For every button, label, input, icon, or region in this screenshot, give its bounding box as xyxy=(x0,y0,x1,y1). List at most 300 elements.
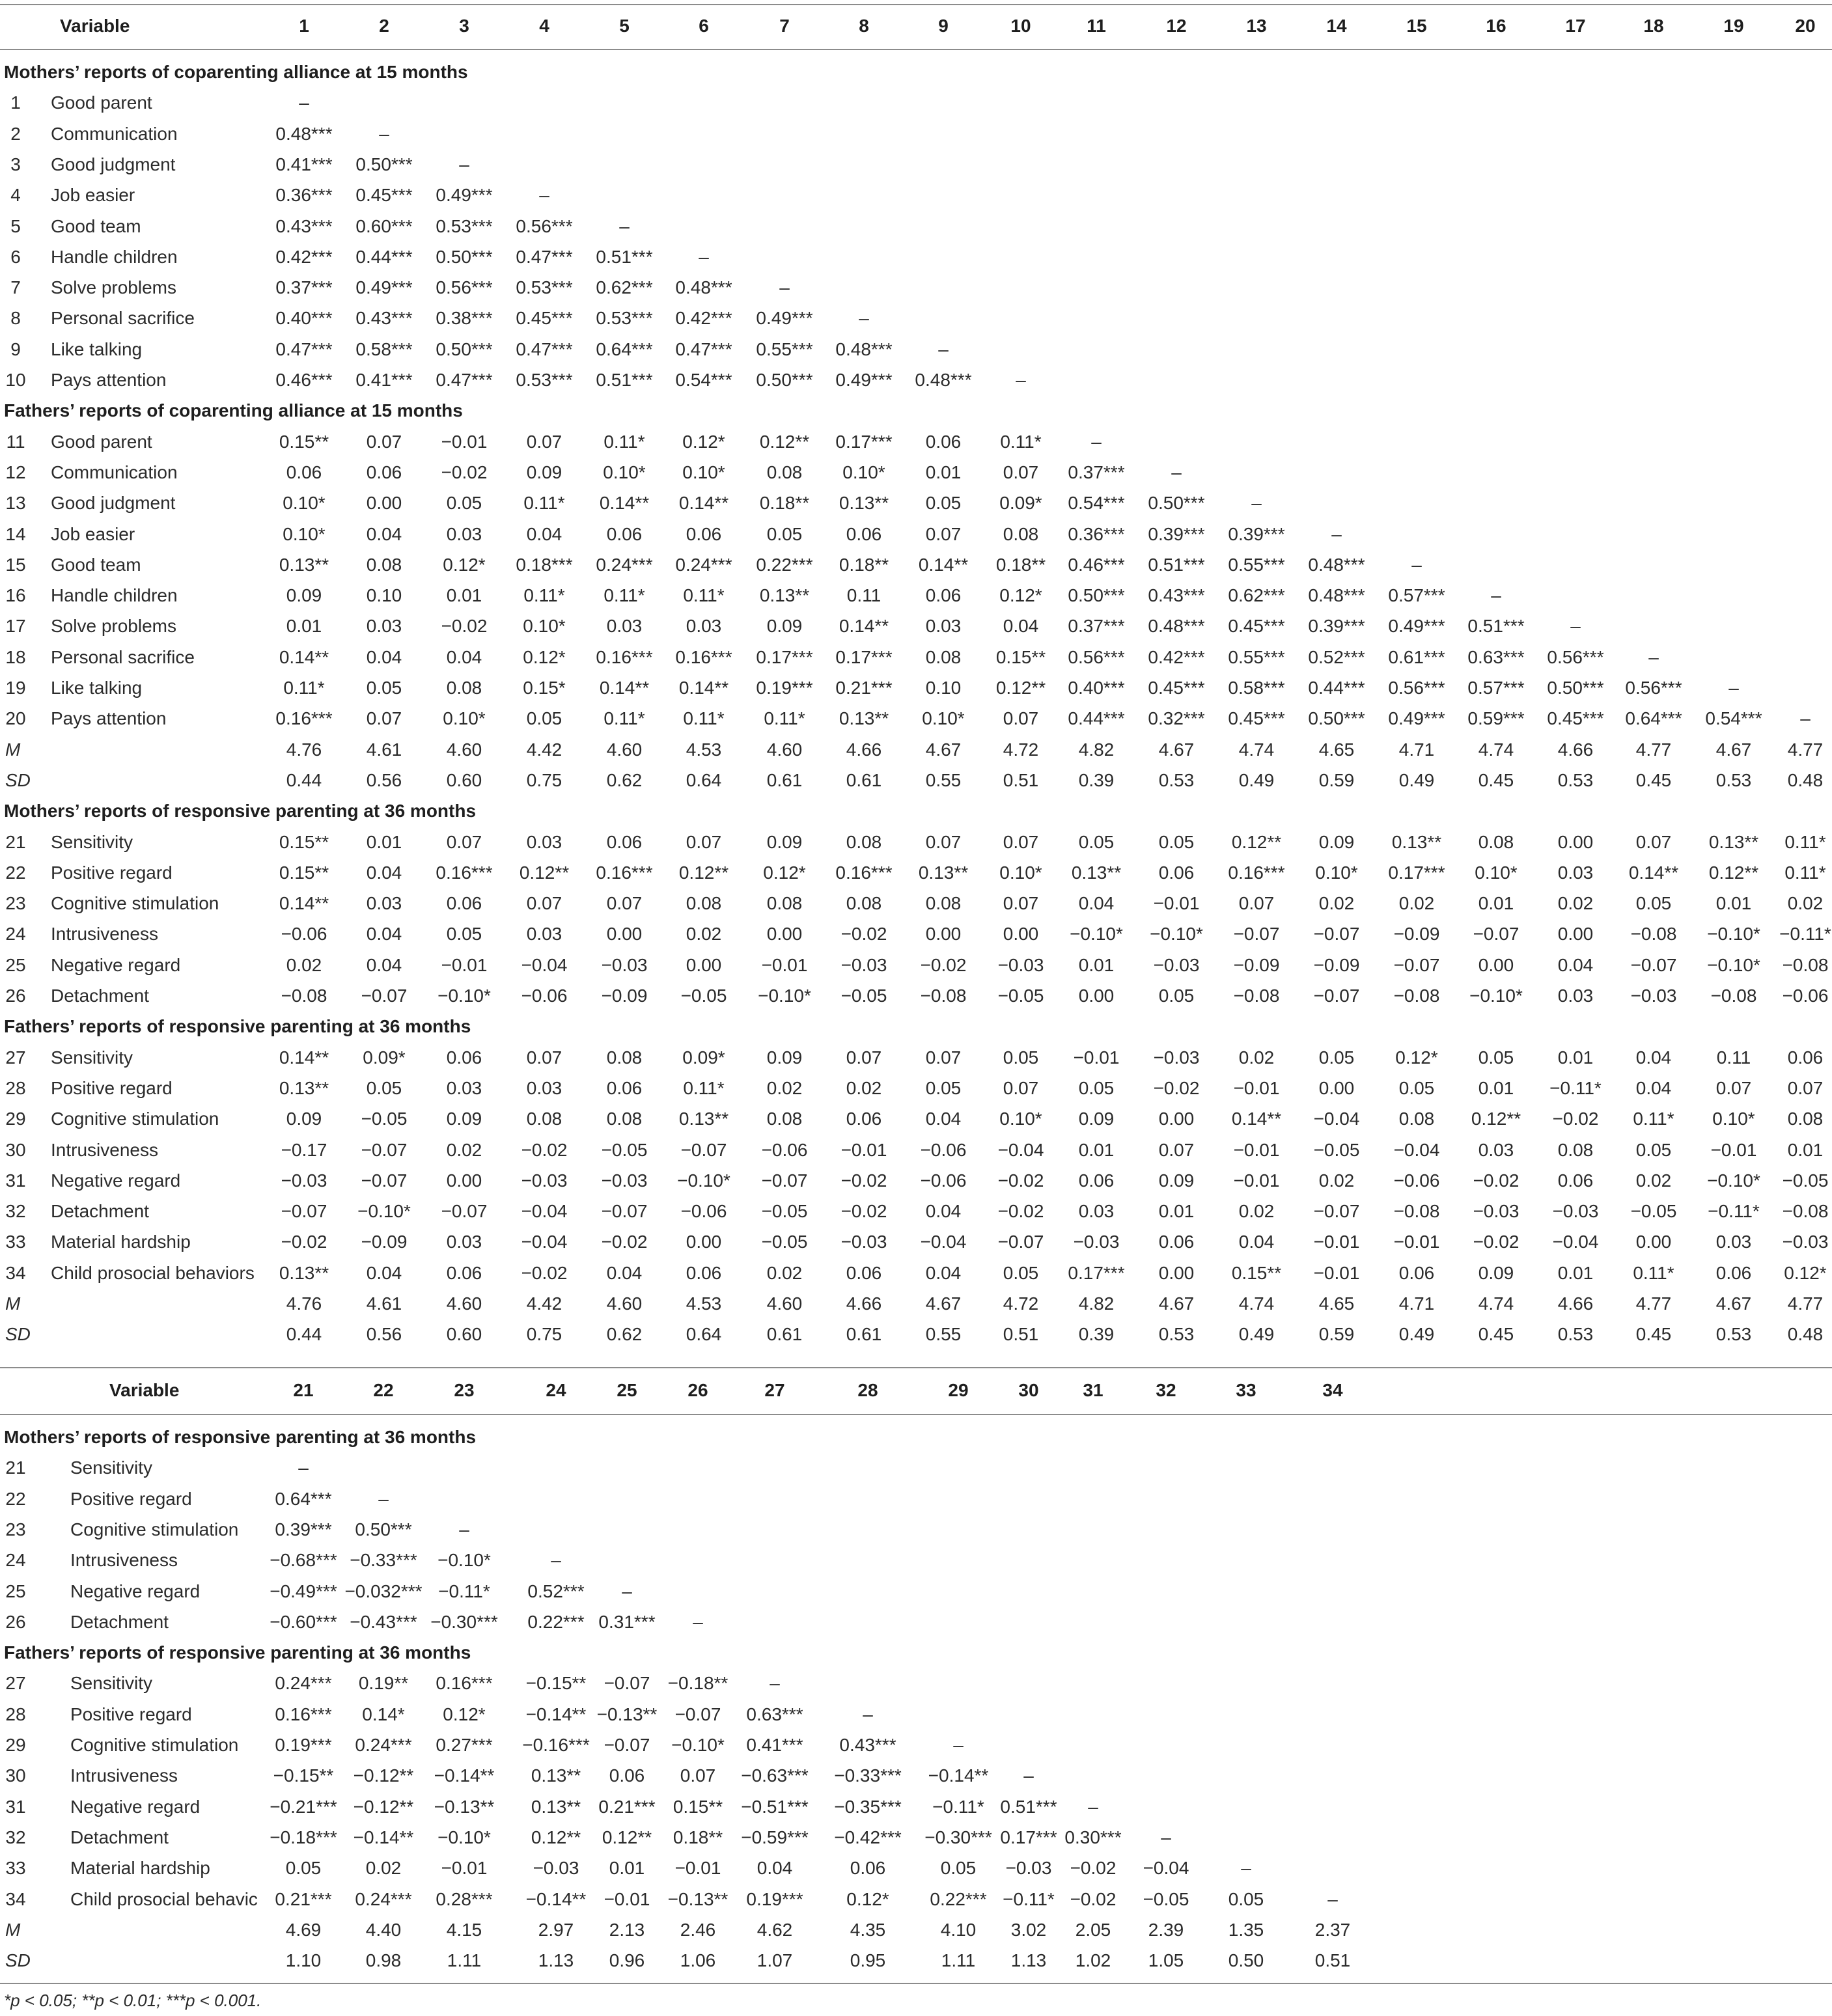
correlation-cell: 0.47*** xyxy=(516,338,573,359)
correlation-cell: −0.10* xyxy=(677,1170,730,1191)
correlation-cell: 0.51*** xyxy=(1467,616,1525,637)
correlation-cell: 0.00 xyxy=(686,1232,722,1252)
correlation-cell: 0.08 xyxy=(1003,523,1039,544)
correlation-cell: −0.05 xyxy=(761,1232,808,1252)
correlation-cell: 0.53*** xyxy=(516,370,573,390)
stat-cell: 0.53 xyxy=(1715,1324,1752,1345)
correlation-cell: 0.04 xyxy=(925,1201,962,1222)
correlation-cell: – xyxy=(539,185,549,206)
correlation-cell: −0.15** xyxy=(273,1765,334,1786)
correlation-cell: 0.03 xyxy=(1078,1201,1115,1222)
correlation-cell: 0.56*** xyxy=(1547,646,1604,667)
row-label: Intrusiveness xyxy=(51,924,158,945)
row-label: Personal sacrifice xyxy=(51,646,195,667)
correlation-cell: – xyxy=(1327,1888,1338,1909)
correlation-cell: 0.49*** xyxy=(835,370,893,390)
correlation-cell: 0.07 xyxy=(606,893,643,914)
correlation-cell: 0.64*** xyxy=(275,1488,332,1509)
correlation-cell: 0.08 xyxy=(526,1109,562,1129)
correlation-cell: −0.07 xyxy=(674,1704,721,1724)
stat-cell: 4.66 xyxy=(846,1293,882,1314)
row-label: Good parent xyxy=(51,431,152,452)
correlation-cell: 0.52*** xyxy=(527,1581,585,1601)
correlation-cell: 0.47*** xyxy=(275,338,333,359)
correlation-cell: 0.19*** xyxy=(746,1888,803,1909)
correlation-cell: 0.08 xyxy=(766,462,803,482)
stat-cell: 4.42 xyxy=(526,739,562,760)
correlation-cell: 0.54*** xyxy=(1705,708,1762,729)
correlation-cell: 0.47*** xyxy=(436,370,493,390)
correlation-cell: 0.01 xyxy=(1715,893,1752,914)
correlation-cell: −0.42*** xyxy=(834,1827,902,1847)
correlation-cell: 0.09 xyxy=(766,831,803,852)
row-number: 14 xyxy=(5,523,26,544)
row-number: 28 xyxy=(5,1077,26,1098)
correlation-cell: 0.06 xyxy=(686,523,722,544)
stat-cell: 4.69 xyxy=(285,1919,322,1940)
correlation-cell: 0.36*** xyxy=(275,185,333,206)
correlation-cell: 0.10* xyxy=(603,462,646,482)
correlation-cell: 0.07 xyxy=(846,1047,882,1068)
correlation-cell: −0.10* xyxy=(1070,924,1123,945)
row-label: Positive regard xyxy=(51,1077,173,1098)
correlation-cell: 0.00 xyxy=(606,924,643,945)
row-label: Intrusiveness xyxy=(70,1550,178,1571)
correlation-cell: 0.12* xyxy=(682,431,725,452)
correlation-cell: −0.59*** xyxy=(741,1827,809,1847)
stat-cell: 4.82 xyxy=(1078,1293,1115,1314)
correlation-cell: 0.22*** xyxy=(756,554,813,575)
row-number: 19 xyxy=(5,678,26,698)
correlation-cell: 0.02 xyxy=(286,954,322,975)
stat-cell: 0.51 xyxy=(1314,1950,1351,1971)
correlation-cell: 0.02 xyxy=(1318,1170,1355,1191)
row-label: Like talking xyxy=(51,678,143,698)
correlation-cell: 0.12* xyxy=(999,585,1042,606)
correlation-cell: 0.04 xyxy=(925,1109,962,1129)
stat-cell: 1.07 xyxy=(756,1950,793,1971)
row-label: Pays attention xyxy=(51,370,167,390)
row-label: Cognitive stimulation xyxy=(51,1109,219,1129)
correlation-cell: – xyxy=(459,154,469,174)
stat-cell: 0.49 xyxy=(1398,769,1435,790)
stat-cell: 4.67 xyxy=(1158,739,1195,760)
correlation-cell: 0.30*** xyxy=(1064,1827,1122,1847)
correlation-cell: 0.03 xyxy=(1715,1232,1752,1252)
correlation-cell: −0.07 xyxy=(680,1139,727,1160)
header-col-5: 5 xyxy=(619,16,630,36)
correlation-cell: −0.04 xyxy=(1313,1109,1360,1129)
stat-cell: 0.61 xyxy=(846,769,882,790)
correlation-cell: 0.03 xyxy=(1557,986,1594,1006)
correlation-cell: −0.10* xyxy=(1469,986,1523,1006)
correlation-cell: 0.28*** xyxy=(436,1888,493,1909)
correlation-cell: 0.41*** xyxy=(275,154,333,174)
correlation-cell: 0.45*** xyxy=(1228,616,1285,637)
correlation-cell: 0.13** xyxy=(279,1077,329,1098)
correlation-cell: 0.57*** xyxy=(1467,678,1525,698)
correlation-cell: 0.12* xyxy=(763,862,806,883)
row-number: 22 xyxy=(5,862,26,883)
correlation-cell: 0.04 xyxy=(366,646,402,667)
correlation-cell: – xyxy=(1800,708,1811,729)
correlation-cell: 0.14** xyxy=(918,554,969,575)
section-heading: Fathers’ reports of coparenting alliance at 15 months xyxy=(4,400,463,421)
correlation-cell: −0.07 xyxy=(361,1170,408,1191)
stat-cell: 1.10 xyxy=(285,1950,322,1971)
correlation-cell: 0.39*** xyxy=(1308,616,1365,637)
header-col-31: 31 xyxy=(1083,1380,1103,1400)
correlation-cell: 0.08 xyxy=(1557,1139,1594,1160)
correlation-cell: −0.10* xyxy=(357,1201,411,1222)
correlation-cell: 0.06 xyxy=(446,1262,482,1283)
correlation-cell: 0.01 xyxy=(446,585,482,606)
row-number: 16 xyxy=(5,585,26,606)
correlation-cell: 0.09* xyxy=(999,493,1042,514)
correlation-cell: 0.06 xyxy=(1557,1170,1594,1191)
correlation-cell: 0.13** xyxy=(678,1109,729,1129)
correlation-cell: 0.03 xyxy=(526,831,562,852)
stat-cell: 4.72 xyxy=(1003,739,1039,760)
row-label: Job easier xyxy=(51,185,135,206)
correlation-cell: 0.12* xyxy=(846,1888,889,1909)
correlation-cell: −0.63*** xyxy=(741,1765,809,1786)
row-number: 22 xyxy=(5,1488,26,1509)
stat-cell: 0.39 xyxy=(1078,1324,1115,1345)
correlation-cell: −0.02 xyxy=(521,1262,568,1283)
correlation-cell: −0.18** xyxy=(667,1673,729,1694)
correlation-cell: 0.54*** xyxy=(1068,493,1125,514)
correlation-cell: 0.10* xyxy=(1475,862,1518,883)
correlation-cell: 0.00 xyxy=(1557,831,1594,852)
row-label: Detachment xyxy=(70,1827,169,1847)
stat-cell: 4.71 xyxy=(1398,1293,1435,1314)
correlation-cell: −0.10* xyxy=(1150,924,1203,945)
correlation-cell: 0.03 xyxy=(526,1077,562,1098)
stat-cell: 0.51 xyxy=(1003,769,1039,790)
row-label: Child prosocial behavic xyxy=(70,1888,258,1909)
correlation-cell: 0.07 xyxy=(526,893,562,914)
correlation-cell: – xyxy=(379,123,389,144)
correlation-cell: 0.14** xyxy=(279,646,329,667)
correlation-cell: 0.52*** xyxy=(1308,646,1365,667)
correlation-cell: 0.11* xyxy=(523,585,565,606)
correlation-cell: 0.05 xyxy=(766,523,803,544)
correlation-cell: 0.11* xyxy=(1633,1109,1674,1129)
correlation-cell: – xyxy=(770,1673,780,1694)
row-label: Communication xyxy=(51,462,178,482)
row-label: Positive regard xyxy=(70,1488,192,1509)
stat-cell: 0.45 xyxy=(1635,1324,1672,1345)
stat-cell: 4.15 xyxy=(446,1919,482,1940)
correlation-cell: −0.49*** xyxy=(270,1581,337,1601)
stat-cell: 0.95 xyxy=(850,1950,886,1971)
row-number: 11 xyxy=(6,431,25,452)
correlation-cell: 0.56*** xyxy=(1625,678,1682,698)
correlation-cell: 0.57*** xyxy=(1388,585,1445,606)
correlation-cell: 0.41*** xyxy=(746,1735,803,1755)
correlation-cell: −0.11* xyxy=(438,1581,490,1601)
correlation-cell: 0.04 xyxy=(756,1858,793,1879)
correlation-cell: 0.09 xyxy=(1078,1109,1115,1129)
correlation-cell: 0.46*** xyxy=(275,370,333,390)
correlation-cell: 0.06 xyxy=(606,1077,643,1098)
correlation-cell: 0.11* xyxy=(683,585,725,606)
correlation-cell: – xyxy=(863,1704,873,1724)
header-col-26: 26 xyxy=(687,1380,708,1400)
header-col-15: 15 xyxy=(1406,16,1427,36)
correlation-cell: 0.09* xyxy=(682,1047,725,1068)
header-col-13: 13 xyxy=(1246,16,1267,36)
stat-cell: 1.06 xyxy=(680,1950,716,1971)
correlation-cell: −0.06 xyxy=(521,986,568,1006)
correlation-cell: – xyxy=(378,1488,389,1509)
correlation-cell: −0.05 xyxy=(761,1201,808,1222)
correlation-cell: 0.58*** xyxy=(1228,678,1285,698)
correlation-cell: −0.15** xyxy=(525,1673,587,1694)
correlation-cell: 0.19*** xyxy=(756,678,813,698)
row-label: Intrusiveness xyxy=(51,1139,158,1160)
correlation-cell: 0.08 xyxy=(1478,831,1514,852)
correlation-cell: 0.21*** xyxy=(275,1888,332,1909)
correlation-cell: 0.50*** xyxy=(355,1519,412,1540)
correlation-cell: −0.10* xyxy=(437,986,491,1006)
header-col-32: 32 xyxy=(1156,1380,1176,1400)
row-label: Solve problems xyxy=(51,277,176,298)
row-number: 21 xyxy=(5,1457,26,1478)
correlation-cell: 0.49*** xyxy=(1388,616,1445,637)
correlation-cell: 0.11* xyxy=(523,493,565,514)
correlation-cell: 0.42*** xyxy=(1148,646,1205,667)
correlation-cell: – xyxy=(1331,523,1342,544)
correlation-cell: 0.00 xyxy=(925,924,962,945)
correlation-cell: 0.01 xyxy=(366,831,402,852)
correlation-cell: 0.46*** xyxy=(1068,554,1125,575)
correlation-cell: −0.04 xyxy=(521,1201,568,1222)
correlation-cell: 0.07 xyxy=(925,523,962,544)
correlation-cell: 0.47*** xyxy=(675,338,732,359)
stat-cell: 0.48 xyxy=(1787,769,1824,790)
correlation-cell: −0.01 xyxy=(441,954,488,975)
correlation-cell: 0.07 xyxy=(1003,708,1039,729)
stat-cell: 4.66 xyxy=(1557,1293,1594,1314)
correlation-cell: 0.54*** xyxy=(675,370,732,390)
correlation-cell: 0.12* xyxy=(1395,1047,1438,1068)
correlation-cell: 0.39*** xyxy=(1228,523,1285,544)
correlation-cell: −0.08 xyxy=(1393,1201,1440,1222)
correlation-cell: 0.11* xyxy=(1000,431,1042,452)
correlation-cell: −0.07 xyxy=(997,1232,1044,1252)
correlation-cell: 0.06 xyxy=(606,831,643,852)
correlation-cell: 0.09 xyxy=(1318,831,1355,852)
correlation-cell: – xyxy=(938,338,949,359)
correlation-cell: 0.04 xyxy=(1238,1232,1275,1252)
correlation-cell: 0.15** xyxy=(279,431,329,452)
row-number: 8 xyxy=(10,308,21,329)
stat-cell: 0.56 xyxy=(366,769,402,790)
stat-cell: 0.51 xyxy=(1003,1324,1039,1345)
correlation-cell: −0.08 xyxy=(1630,924,1677,945)
correlation-cell: 0.06 xyxy=(446,893,482,914)
correlation-cell: 0.12** xyxy=(1231,831,1282,852)
correlation-cell: −0.08 xyxy=(920,986,967,1006)
correlation-cell: 0.11* xyxy=(764,708,805,729)
stat-cell: 0.98 xyxy=(365,1950,402,1971)
correlation-cell: 0.14* xyxy=(362,1704,405,1724)
correlation-cell: 0.03 xyxy=(446,1077,482,1098)
correlation-cell: 0.09 xyxy=(766,1047,803,1068)
correlation-cell: 0.08 xyxy=(446,678,482,698)
header-col-2: 2 xyxy=(379,16,389,36)
correlation-cell: 0.13** xyxy=(759,585,810,606)
correlation-cell: 0.01 xyxy=(925,462,962,482)
correlation-cell: 0.07 xyxy=(366,431,402,452)
correlation-cell: 0.39*** xyxy=(1148,523,1205,544)
correlation-cell: −0.51*** xyxy=(741,1796,809,1817)
correlation-cell: 0.01 xyxy=(609,1858,645,1879)
row-number: 9 xyxy=(10,338,21,359)
correlation-cell: 0.14** xyxy=(599,678,650,698)
correlation-cell: 0.04 xyxy=(366,862,402,883)
stat-cell: 4.74 xyxy=(1478,1293,1514,1314)
correlation-cell: 0.04 xyxy=(1635,1047,1672,1068)
correlation-cell: 0.01 xyxy=(1478,893,1514,914)
table-rule xyxy=(0,1367,1832,1368)
stat-cell: 4.60 xyxy=(606,739,643,760)
correlation-cell: 0.08 xyxy=(846,893,882,914)
correlation-cell: 0.02 xyxy=(1398,893,1435,914)
correlation-cell: 0.49*** xyxy=(355,277,413,298)
correlation-cell: −0.03 xyxy=(1153,1047,1200,1068)
correlation-cell: −0.14** xyxy=(525,1888,587,1909)
correlation-cell: −0.30*** xyxy=(430,1611,498,1632)
correlation-cell: −0.032*** xyxy=(344,1581,423,1601)
correlation-cell: 0.39*** xyxy=(275,1519,332,1540)
row-number: 2 xyxy=(10,123,21,144)
stat-cell: 0.55 xyxy=(925,1324,962,1345)
stat-cell: 4.60 xyxy=(766,1293,803,1314)
table-rule xyxy=(0,1983,1832,1984)
stat-cell: 4.35 xyxy=(850,1919,886,1940)
row-number: 32 xyxy=(5,1201,26,1222)
correlation-cell: 0.56*** xyxy=(1388,678,1445,698)
correlation-cell: 0.53*** xyxy=(436,215,493,236)
row-label: Detachment xyxy=(70,1611,169,1632)
correlation-cell: −0.03 xyxy=(997,954,1044,975)
row-number: 34 xyxy=(5,1888,26,1909)
stat-cell: 1.05 xyxy=(1148,1950,1184,1971)
correlation-cell: −0.08 xyxy=(1393,986,1440,1006)
correlation-cell: 0.31*** xyxy=(598,1611,656,1632)
correlation-cell: −0.05 xyxy=(840,986,887,1006)
correlation-cell: 0.07 xyxy=(526,1047,562,1068)
stat-cell: 0.64 xyxy=(686,1324,722,1345)
correlation-cell: – xyxy=(1411,554,1422,575)
correlation-cell: 0.07 xyxy=(925,831,962,852)
correlation-cell: 0.06 xyxy=(1158,1232,1195,1252)
correlation-cell: 0.05 xyxy=(1398,1077,1435,1098)
correlation-cell: 0.08 xyxy=(606,1109,643,1129)
stat-cell: 0.49 xyxy=(1398,1324,1435,1345)
correlation-cell: 0.64*** xyxy=(596,338,653,359)
correlation-cell: 0.05 xyxy=(1158,831,1195,852)
correlation-cell: 0.01 xyxy=(1557,1047,1594,1068)
correlation-cell: −0.10* xyxy=(1707,1170,1760,1191)
row-number: 17 xyxy=(5,616,26,637)
correlation-cell: −0.21*** xyxy=(270,1796,337,1817)
stat-cell: 4.61 xyxy=(366,1293,402,1314)
correlation-cell: −0.01 xyxy=(1233,1077,1280,1098)
section-heading: Fathers’ reports of responsive parenting at 36 months xyxy=(4,1642,471,1663)
table-footnote: *p < 0.05; **p < 0.01; ***p < 0.001. xyxy=(4,1991,262,2010)
correlation-cell: 0.24*** xyxy=(596,554,653,575)
correlation-cell: −0.07 xyxy=(361,1139,408,1160)
correlation-cell: 0.12* xyxy=(1784,1262,1827,1283)
correlation-cell: −0.02 xyxy=(840,1170,887,1191)
correlation-cell: −0.04 xyxy=(1143,1858,1189,1879)
correlation-cell: −0.02 xyxy=(1473,1170,1520,1191)
stat-cell: 4.74 xyxy=(1238,1293,1275,1314)
correlation-cell: 0.00 xyxy=(686,954,722,975)
correlation-cell: 0.24*** xyxy=(275,1673,332,1694)
correlation-cell: 0.12* xyxy=(523,646,566,667)
correlation-cell: – xyxy=(1023,1765,1034,1786)
correlation-cell: 0.14** xyxy=(839,616,889,637)
correlation-cell: −0.05 xyxy=(680,986,727,1006)
correlation-cell: 0.51*** xyxy=(1148,554,1205,575)
stat-cell: 4.10 xyxy=(940,1919,977,1940)
row-label: Sensitivity xyxy=(70,1673,153,1694)
correlation-cell: 0.50*** xyxy=(1148,493,1205,514)
correlation-cell: 0.00 xyxy=(1557,924,1594,945)
stat-cell: 4.60 xyxy=(606,1293,643,1314)
correlation-cell: 0.00 xyxy=(366,493,402,514)
correlation-cell: – xyxy=(1491,585,1501,606)
stat-cell: 0.44 xyxy=(286,769,322,790)
correlation-cell: 0.44*** xyxy=(1068,708,1125,729)
correlation-cell: 0.05 xyxy=(1003,1047,1039,1068)
correlation-cell: −0.02 xyxy=(441,462,488,482)
correlation-cell: 0.03 xyxy=(366,893,402,914)
correlation-cell: 0.58*** xyxy=(355,338,413,359)
row-number: 31 xyxy=(5,1796,26,1817)
correlation-cell: −0.02 xyxy=(281,1232,327,1252)
row-label: Child prosocial behaviors xyxy=(51,1262,255,1283)
row-number: 25 xyxy=(5,954,26,975)
stat-cell: 4.40 xyxy=(365,1919,402,1940)
correlation-cell: 0.44*** xyxy=(1308,678,1365,698)
correlation-cell: −0.10* xyxy=(1707,924,1760,945)
correlation-cell: −0.02 xyxy=(1070,1858,1117,1879)
header-col-24: 24 xyxy=(546,1380,566,1400)
correlation-cell: 0.15** xyxy=(1231,1262,1282,1283)
correlation-cell: 0.18** xyxy=(673,1827,723,1847)
correlation-cell: – xyxy=(1088,1796,1098,1817)
row-number: 21 xyxy=(5,831,26,852)
row-label: Good team xyxy=(51,215,141,236)
row-number: 18 xyxy=(5,646,26,667)
correlation-cell: 0.60*** xyxy=(355,215,413,236)
correlation-cell: 0.07 xyxy=(680,1765,716,1786)
stat-label: M xyxy=(5,739,21,760)
correlation-cell: −0.05 xyxy=(361,1109,408,1129)
correlation-cell: 0.17*** xyxy=(835,646,893,667)
correlation-cell: 0.48*** xyxy=(1308,585,1365,606)
correlation-cell: 0.49*** xyxy=(1388,708,1445,729)
stat-cell: 4.53 xyxy=(686,739,722,760)
stat-cell: 0.53 xyxy=(1158,769,1195,790)
correlation-cell: 0.00 xyxy=(1158,1109,1195,1129)
